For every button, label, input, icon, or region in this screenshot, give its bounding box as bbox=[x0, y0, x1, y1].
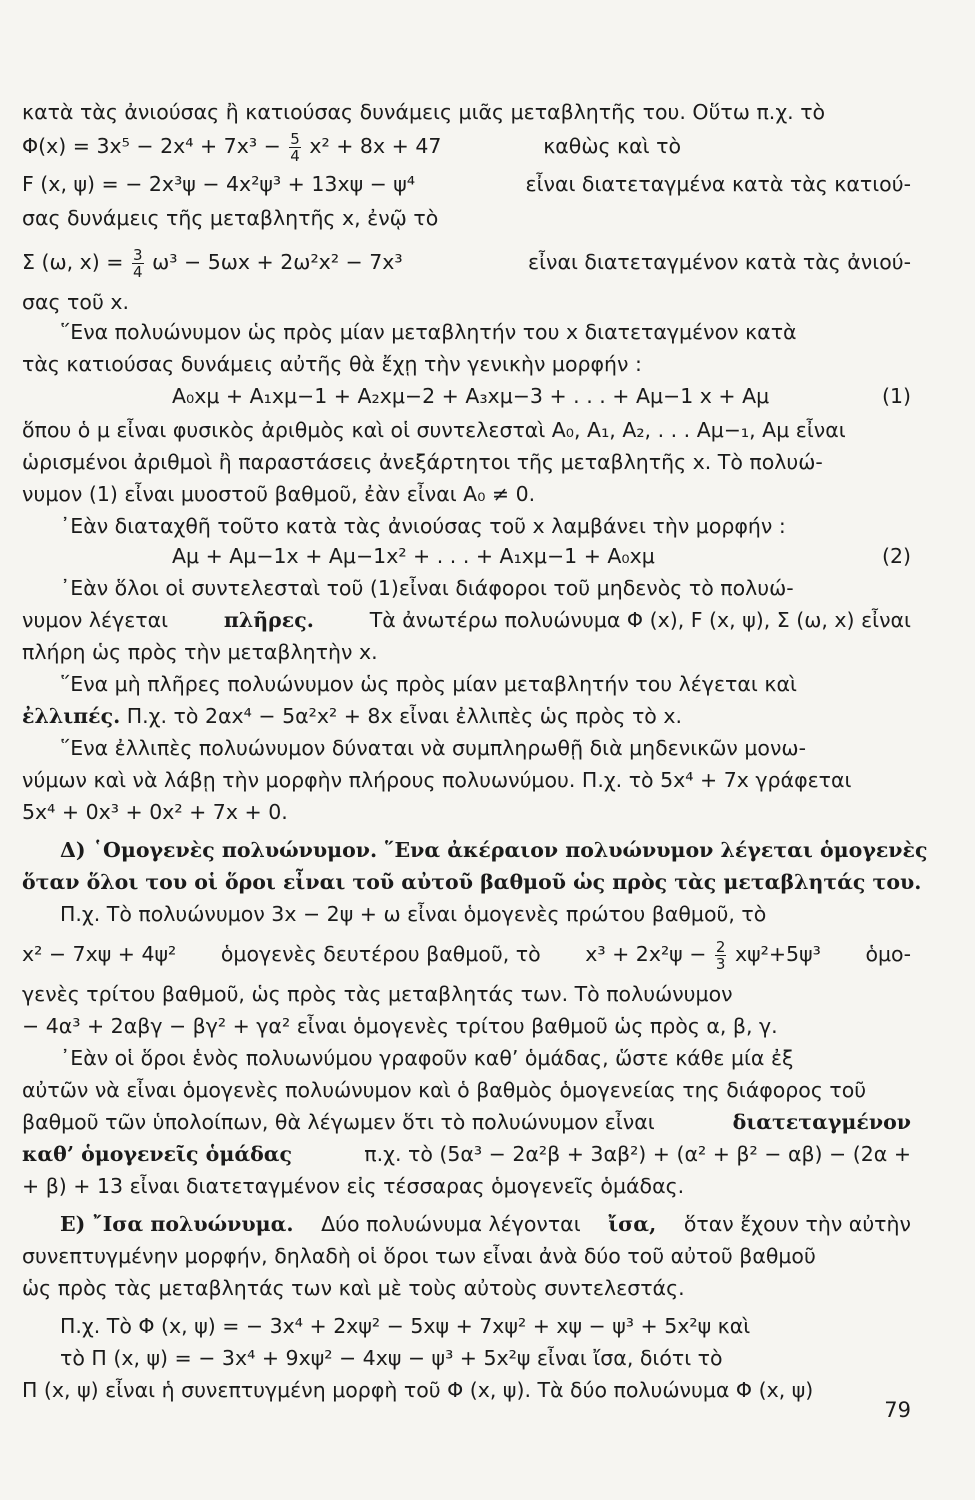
text-line-6: σας τοῦ x. bbox=[22, 290, 129, 314]
text-line-34: τὸ Π (x, ψ) = − 3x⁴ + 9xψ² − 4xψ − ψ³ + 5x²ψ εἶναι ἴσα, διότι τὸ bbox=[60, 1346, 723, 1370]
ascending-form-equation: Aμ + Aμ−1x + Aμ−1x² + . . . + A₁xμ−1 + A₀xμ bbox=[172, 544, 655, 568]
text-line-8: τὰς κατιούσας δυνάμεις αὐτῆς θὰ ἔχῃ τὴν γενικὴν μορφήν : bbox=[22, 352, 642, 376]
text-line-20: 5x⁴ + 0x³ + 0x² + 7x + 0. bbox=[22, 800, 288, 824]
term-complete: πλῆρες. bbox=[223, 608, 314, 632]
text-line-13: ᾿Εὰν ὅλοι οἱ συντελεσταὶ τοῦ (1)εἶναι διάφοροι τοῦ μηδενὸς τὸ πολυώ- bbox=[60, 576, 794, 600]
text-line-21: ὅταν ὅλοι του οἱ ὅροι εἶναι τοῦ αὐτοῦ βαθμοῦ ὡς πρὸς τὰς μεταβλητάς του. bbox=[22, 870, 922, 894]
text-line-27: αὐτῶν νὰ εἶναι ὁμογενὲς πολυώνυμον καὶ ὁ βαθμὸς ὁμογενείας της διάφορος τοῦ bbox=[22, 1078, 867, 1102]
section-title-e: Ε) ῎Ισα πολυώνυμα. bbox=[60, 1212, 294, 1236]
phi-formula: Φ(x) = 3x⁵ − 2x⁴ + 7x³ − $\frac{5}{4}$ x² + 8x + 47 bbox=[22, 129, 442, 165]
text-line-29: καθ’ ὁμογενεῖς ὁμάδας π.χ. τὸ (5α³ − 2α²β + 3αβ²) + (α² + β² − αβ) − (2α + bbox=[22, 1138, 911, 1170]
text-line-7: ῞Ενα πολυώνυμον ὡς πρὸς μίαν μεταβλητήν του x διατεταγμένον κατὰ bbox=[60, 320, 797, 344]
text-line-11: νυμον (1) εἶναι μυοστοῦ βαθμοῦ, ἐὰν εἶναι A₀ ≠ 0. bbox=[22, 482, 536, 506]
text-line-1: κατὰ τὰς ἀνιούσας ἢ κατιούσας δυνάμεις μιᾶς μεταβλητῆς του. Οὕτω π.χ. τὸ bbox=[22, 100, 826, 124]
text-line-19: νύμων καὶ νὰ λάβῃ τὴν μορφὴν πλήρους πολυωνύμου. Π.χ. τὸ 5x⁴ + 7x γράφεται bbox=[22, 768, 852, 792]
text-line-12: ᾿Εὰν διαταχθῆ τοῦτο κατὰ τὰς ἀνιούσας τοῦ x λαμβάνει τὴν μορφήν : bbox=[60, 514, 786, 538]
text-line-26: ᾿Εὰν οἱ ὅροι ἑνὸς πολυωνύμου γραφοῦν καθ’ ὁμάδας, ὥστε κάθε μία ἐξ bbox=[60, 1046, 794, 1070]
text-line-24: γενὲς τρίτου βαθμοῦ, ὡς πρὸς τὰς μεταβλητάς των. Τὸ πολυώνυμον bbox=[22, 982, 733, 1006]
equation-tag-1: (1) bbox=[881, 384, 911, 408]
term-homogeneous-groups: καθ’ ὁμογενεῖς ὁμάδας bbox=[22, 1142, 293, 1166]
homog2-formula: x² − 7xψ + 4ψ² bbox=[22, 942, 177, 966]
text-line-3: F (x, ψ) = − 2x³ψ − 4x²ψ³ + 13xψ − ψ⁴ εἶναι διατεταγμένα κατὰ τὰς κατιού- bbox=[22, 168, 911, 200]
text-line-9: ὅπου ὁ μ εἶναι φυσικὸς ἀριθμὸς καὶ οἱ συντελεσταὶ A₀, A₁, A₂, . . . Aμ−₁, Aμ εἶναι bbox=[22, 418, 846, 442]
text-line-14: νυμον λέγεται πλῆρες. Τὰ ἀνωτέρω πολυώνυμα Φ (x), F (x, ψ), Σ (ω, x) εἶναι bbox=[22, 604, 911, 636]
general-form-equation: A₀xμ + A₁xμ−1 + A₂xμ−2 + A₃xμ−3 + . . . + Aμ−1 x + Aμ bbox=[172, 384, 770, 408]
term-incomplete: ἐλλιπές. bbox=[22, 704, 121, 728]
text-line-23: x² − 7xψ + 4ψ² ὁμογενὲς δευτέρου βαθμοῦ, τὸ x³ + 2x²ψ − $\frac{2}{3}$ xψ²+5ψ³ ὁμο- bbox=[22, 937, 911, 973]
sigma-formula: Σ (ω, x) = $\frac{3}{4}$ ω³ − 5ωx + 2ω²x² − 7x³ bbox=[22, 245, 403, 281]
term-ordered: διατεταγμένον bbox=[732, 1110, 911, 1134]
section-heading-e: Ε) ῎Ισα πολυώνυμα. Δύο πολυώνυμα λέγονται ἴσα, ὅταν ἔχουν τὴν αὐτὴν bbox=[60, 1208, 911, 1240]
text-line-18: ῞Ενα ἐλλιπὲς πολυώνυμον δύναται νὰ συμπληρωθῇ διὰ μηδενικῶν μονω- bbox=[60, 736, 806, 760]
homog3abc-formula: − 4α³ + 2αβγ − βγ² + γα² bbox=[22, 1014, 291, 1038]
text-line-35: Π (x, ψ) εἶναι ἡ συνεπτυγμένη μορφὴ τοῦ Φ (x, ψ). Τὰ δύο πολυώνυμα Φ (x, ψ) bbox=[22, 1378, 814, 1402]
text-line-4: σας δυνάμεις τῆς μεταβλητῆς x, ἐνῷ τὸ bbox=[22, 206, 439, 230]
text-line-17: ἐλλιπές. Π.χ. τὸ 2αx⁴ − 5α²x² + 8x εἶναι ἐλλιπὲς ὡς πρὸς τὸ x. bbox=[22, 704, 682, 728]
section-heading-d: Δ) ῾Ομογενὲς πολυώνυμον. ῞Ενα ἀκέραιον πολυώνυμον λέγεται ὁμογενὲς bbox=[60, 838, 928, 862]
sigma-fraction: $\frac{3}{4}$ bbox=[133, 245, 143, 281]
text-line-15: πλήρη ὡς πρὸς τὴν μεταβλητὴν x. bbox=[22, 640, 378, 664]
text-line-5: Σ (ω, x) = $\frac{3}{4}$ ω³ − 5ωx + 2ω²x² − 7x³ εἶναι διατεταγμένον κατὰ τὰς ἀνιού- bbox=[22, 245, 911, 281]
text-line-2: Φ(x) = 3x⁵ − 2x⁴ + 7x³ − $\frac{5}{4}$ x² + 8x + 47 καθὼς καὶ τὸ bbox=[22, 129, 681, 165]
text-line-28: βαθμοῦ τῶν ὑπολοίπων, θὰ λέγωμεν ὅτι τὸ πολυώνυμον εἶναι διατεταγμένον bbox=[22, 1106, 911, 1138]
text-line-25: − 4α³ + 2αβγ − βγ² + γα² εἶναι ὁμογενὲς τρίτου βαθμοῦ ὡς πρὸς α, β, γ. bbox=[22, 1014, 778, 1038]
text-line-22: Π.χ. Τὸ πολυώνυμον 3x − 2ψ + ω εἶναι ὁμογενὲς πρώτου βαθμοῦ, τὸ bbox=[60, 902, 767, 926]
text-line-16: ῞Ενα μὴ πλῆρες πολυώνυμον ὡς πρὸς μίαν μεταβλητήν του λέγεται καὶ bbox=[60, 672, 797, 696]
text-line-30: + β) + 13 εἶναι διατεταγμένον εἰς τέσσαρας ὁμογενεῖς ὁμάδας. bbox=[22, 1174, 685, 1198]
text-line-31: συνεπτυγμένην μορφήν, δηλαδὴ οἱ ὅροι των εἶναι ἀνὰ δύο τοῦ αὐτοῦ βαθμοῦ bbox=[22, 1244, 816, 1268]
equation-tag-2: (2) bbox=[881, 544, 911, 568]
page-number: 79 bbox=[884, 1398, 911, 1422]
text-line-10: ὡρισμένοι ἀριθμοὶ ἢ παραστάσεις ἀνεξάρτητοι τῆς μεταβλητῆς x. Τὸ πολυώ- bbox=[22, 450, 823, 474]
homog3-fraction: $\frac{2}{3}$ bbox=[715, 937, 726, 973]
term-equal: ἴσα, bbox=[608, 1212, 657, 1236]
f-formula: F (x, ψ) = − 2x³ψ − 4x²ψ³ + 13xψ − ψ⁴ bbox=[22, 172, 416, 196]
text-line-32: ὡς πρὸς τὰς μεταβλητάς των καὶ μὲ τοὺς αὐτοὺς συντελεστάς. bbox=[22, 1276, 685, 1300]
homog3-formula: x³ + 2x²ψ − $\frac{2}{3}$ xψ²+5ψ³ bbox=[585, 937, 821, 973]
phi-fraction: $\frac{5}{4}$ bbox=[290, 129, 300, 165]
text-line-33: Π.χ. Τὸ Φ (x, ψ) = − 3x⁴ + 2xψ² − 5xψ + 7xψ² + xψ − ψ³ + 5x²ψ καὶ bbox=[60, 1314, 751, 1338]
